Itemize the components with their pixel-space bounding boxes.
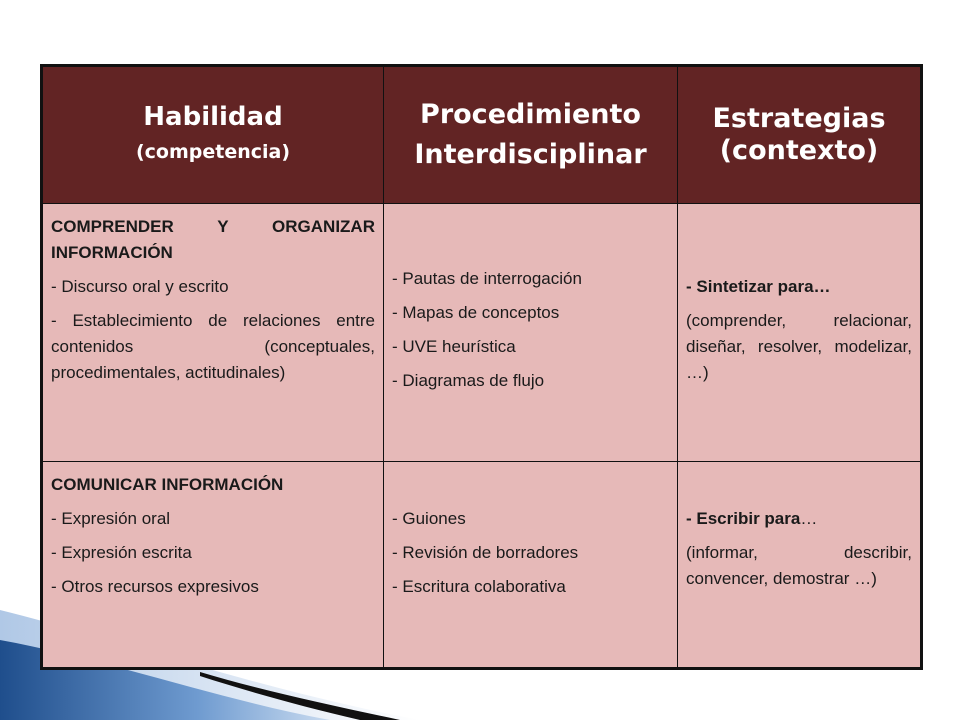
competencies-table bbox=[40, 64, 923, 670]
header-col1-title: Habilidad bbox=[143, 102, 283, 132]
procedure-cell bbox=[384, 462, 678, 669]
strategy-title: - Sintetizar para… bbox=[686, 276, 831, 296]
skill-title: COMPRENDER Y ORGANIZAR INFORMACIÓN bbox=[51, 217, 375, 262]
header-estrategias bbox=[678, 66, 922, 204]
procedure-item: - Guiones bbox=[392, 509, 466, 528]
strategy-title-rest: … bbox=[800, 509, 818, 528]
header-col2-line1: Procedimiento bbox=[420, 99, 641, 130]
skill-title: COMUNICAR INFORMACIÓN bbox=[51, 475, 284, 494]
strategy-detail: (comprender, relacionar, diseñar, resolver, modelizar, …) bbox=[686, 310, 912, 382]
strategy-title bbox=[686, 506, 912, 532]
table-row bbox=[42, 204, 922, 462]
header-habilidad bbox=[42, 66, 384, 204]
procedure-item: - Pautas de interrogación bbox=[392, 268, 582, 288]
strategy-cell bbox=[678, 204, 922, 462]
table-row bbox=[42, 462, 922, 669]
procedure-item: - Diagramas de flujo bbox=[392, 370, 545, 390]
skill-cell bbox=[42, 462, 384, 669]
strategy-cell bbox=[678, 462, 922, 669]
header-col1-subtitle: (competencia) bbox=[135, 141, 291, 163]
procedure-item: - UVE heurística bbox=[392, 336, 516, 356]
strategy-title-bold: - Escribir para bbox=[686, 509, 801, 528]
procedure-cell bbox=[384, 204, 678, 462]
header-col3-line2: (contexto) bbox=[719, 135, 879, 166]
header-procedimiento bbox=[384, 66, 678, 204]
skill-item: - Expresión oral bbox=[51, 509, 171, 528]
procedure-item: - Escritura colaborativa bbox=[392, 577, 566, 596]
header-row bbox=[42, 66, 922, 204]
procedure-item: - Mapas de conceptos bbox=[392, 302, 560, 322]
skill-item: - Discurso oral y escrito bbox=[51, 277, 229, 296]
skill-cell bbox=[42, 204, 384, 462]
skill-item: - Establecimiento de relaciones entre contenidos (conceptuales, procedimentales, actitudinales) bbox=[51, 311, 375, 382]
header-col3-line1: Estrategias bbox=[712, 103, 886, 134]
header-col2-line2: Interdisciplinar bbox=[414, 139, 647, 170]
procedure-item: - Revisión de borradores bbox=[392, 543, 579, 562]
skill-item: - Otros recursos expresivos bbox=[51, 577, 259, 596]
strategy-detail: (informar, describir, convencer, demostrar …) bbox=[686, 543, 912, 588]
skill-item: - Expresión escrita bbox=[51, 543, 192, 562]
